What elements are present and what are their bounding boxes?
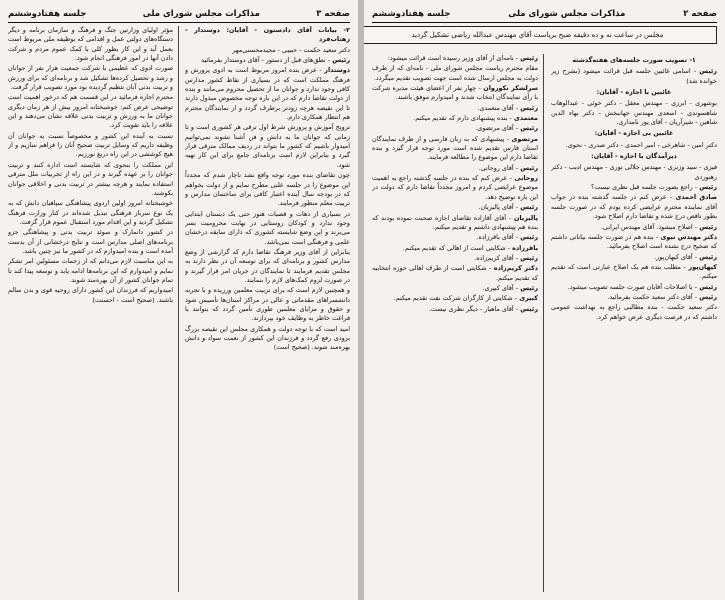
speech-text: امیدواریم که فرزندان این کشور دارای روحیه قوی و بدن سالم باشند. (صحیح است - احسنت) [8,286,173,304]
right-page-journal-title: مذاکرات مجلس شورای ملی [508,9,626,19]
speaker-name: رئیس [518,54,538,62]
speech-paragraph [185,46,350,55]
speech-paragraph [372,294,538,303]
speech-paragraph [372,244,538,253]
speech-paragraph [551,163,717,182]
speaker-name: دکتر کریم‌زاده [491,264,538,273]
speech-paragraph [372,305,538,314]
speech-text: مقام محترم ریاست مجلس شورای ملی - نامه‌ای که از طرف دولت به مجلس ارسال شده است جهت تصویب تقدیم میگردد. [372,64,538,82]
speech-text: امید است که با توجه دولت و همکاری مجلس این نقیصه بزرگ بزودی رفع گردد و فرزندان این کشور از نعمت سواد و دانش بهره‌مند شوند. (صحیح است) [185,324,350,352]
speech-text: - اصلاح میشود. آقای مهندس ایرانی. [600,222,698,231]
right-page-running-head [372,6,717,23]
speech-paragraph [372,233,538,242]
speech-paragraph [372,64,538,83]
speech-paragraph [185,286,350,323]
speech-text: - راجع بصورت جلسه قبل نظری نیست؟ [590,183,698,192]
speech-text: - عرض بنده امروز مربوط است به ادوی پرورش و فرهنگ مملکت است که در بسیاری از نقاط کشور مدارس کافی وجود ندارد و جوانان ما از تحصیل محروم می‌مانند و بنده از دولت تقاضا دارم که در این باره توجه مخصوص مبذول دارند تا این نقیصه هرچه زودتر برطرف گردد و از نمایندگان محترم هم انتظار همکاری دارم. [185,66,350,122]
speech-paragraph [372,124,538,133]
speaker-name: پالیزبان [511,213,538,222]
speaker-name: کیهان‌پور [685,262,717,271]
left-page-column-divider [178,26,179,592]
speech-text: - آقای روحانی. [478,163,519,172]
speech-text: - آقای پالیزبان. [478,203,519,212]
speaker-name: رئیس [696,67,717,76]
speech-text: - شکایتی از کارگران شرکت نفت تقدیم میکنم. [393,294,517,303]
speech-paragraph [551,99,717,127]
speech-paragraph [185,248,350,285]
section-heading: ۱- تصویب صورت جلسه‌های هفته‌گذشته [572,56,696,64]
speaker-name: دوستدار [321,66,350,75]
speech-paragraph [551,193,717,221]
speech-paragraph [8,199,173,227]
speech-text: نسبت به آینده این کشور و مخصوصاً نسبت به جوانان آن وظیفه داریم که وسایل تربیت صحیح آنان را فراهم سازیم و از هیچ کوششی در این راه دریغ نورزیم. [8,131,173,159]
speaker-name: ۲- بیانات آقای دادستون - آقایان: دوستدار - زهتاب‌فرد [185,26,350,44]
speech-paragraph [8,64,173,92]
speech-paragraph [8,132,173,160]
left-page-column-left [8,26,173,592]
left-page-running-head [8,6,350,23]
speaker-name: رئیس [518,253,538,262]
speech-paragraph [372,254,538,263]
speech-paragraph [372,264,538,283]
section-heading: دیرآمدگان با اجازه - آقایان: [591,152,677,161]
speech-text: - آقای کبیری. [482,283,519,292]
speech-text: ترویج آموزش و پرورش شرط اول ترقی هر کشوری است و تا زمانی که جوانان ما به دانش و فن آشنا نشوند نمی‌توانیم امیدوار باشیم که کشور ما بتواند در ردیف ممالک مترقی قرار گیرد و بنابراین لازم است برنامه‌ای جامع برای این کار تهیه شود. [185,123,350,169]
speech-text: - نطق‌های قبل از دستور - آقای دوستدار بفرمائید [201,56,331,65]
speaker-name: صادق احمدی [672,193,717,202]
speech-paragraph [8,93,173,130]
speaker-name: رئیس [697,183,717,192]
left-page-journal-title: مذاکرات مجلس شورای ملی [142,9,260,19]
right-page-number: صفحه ۲ [683,9,717,19]
speech-paragraph [551,141,717,150]
speech-paragraph [185,325,350,353]
speech-paragraph [185,56,350,65]
speech-text: - آقای کیهان‌پور. [654,252,698,261]
speech-text: - آقای مرتضوی. [475,124,519,133]
section-heading: غائبین با اجازه - آقایان: [596,88,672,97]
speech-text: فیزی - سید وزیری - مهندس جلالی نوری - مهندس ادیب - دکتر رهنوردی [551,163,717,181]
speech-text: - بنده پیشنهادی دارم که تقدیم میکنم. [413,114,512,123]
speech-text: - عرض کنم در جلسه گذشته بنده در جواب آقای نماینده محترم عرایضی کرده بودم که در صورت جلسه بطور ناقص درج شده و تقاضا دارم اصلاح شود. [551,193,717,221]
speech-paragraph [372,214,538,233]
speaker-name: رئیس [518,103,538,112]
speech-paragraph [372,284,538,293]
speech-text: به این مناسبت لازم می‌دانم که از زحمات مسئولین امر تشکر نمایم و امیدوارم که این برنامه‌ها ادامه یابد و توسعه پیدا کند تا تمام جوانان کشور از آن بهره‌مند شوند. [8,257,173,284]
speech-paragraph [551,183,717,192]
speaker-name: معتمدی [511,114,538,123]
speech-paragraph [8,257,173,285]
speech-text: دکتر سعید حکمت - بنده مطالبی راجع به بهداشت عمومی داشتم که در فرصت دیگری عرض خواهم کرد. [551,303,717,321]
speech-text: چون تقاضای بنده مورد توجه واقع نشد ناچار شدم که مجدداً این موضوع را در جلسه علنی مطرح نمایم و از دولت بخواهم که در بودجه سال آینده اعتبار کافی برای ساختمان مدارس و تربیت معلم منظور فرمایند. [185,171,350,208]
speech-text: این مملکت را بنحوی که شایسته است اداره کنند و تربیت جوانان را بر عهده گیرند و در این راه از تجربیات ملل مترقی استفاده نمایند و هرچه بیشتر در تربیت بدنی و اخلاقی جوانان بکوشند. [8,160,173,197]
speech-paragraph [551,293,717,302]
speaker-name: رئیس [697,282,717,291]
speech-paragraph [551,253,717,262]
speaker-name: رئیس [518,124,538,133]
speech-text: دکتر امین - شاهرخی - امیر احمدی - دکتر صدری - نحوی. [565,140,717,149]
speech-text: - اسامی غائبین جلسه قبل قرائت میشود (بشرح زیر خوانده شد) [551,67,717,85]
speech-paragraph [372,174,538,202]
speaker-name: سرلشکر نکوروان [480,84,538,93]
speaker-name: رئیس [330,56,350,65]
speech-paragraph [551,67,717,86]
speech-text: - آقای متعمدی. [477,103,519,112]
speaker-name: رئیس [518,304,538,313]
speech-text: مؤثر اولیای وزارتین جنگ و فرهنگ و سازمان برنامه و دیگر دستگاه‌های دولتی عمل و اقدامی که بوظیفه ملی مربوط است بعمل آید و این کار بطور کلی با کمک عموم مردم و شرکت دادن آنها در امور فرهنگی انجام شود. [8,26,173,63]
speech-paragraph [551,223,717,232]
speaker-name: رئیس [697,252,717,261]
speech-text: بوشهری - ابرزی - مهندس معقل - دکتر خوئی - عبدالوهاب شاهسوندی - اسعدی مهندس جهانبخش - دکتر بهاء الدین شاهین - شیرآریان - آقای پور نامداری. [551,99,717,127]
speech-paragraph [8,26,173,63]
speech-paragraph [551,283,717,292]
speech-paragraph [185,123,350,170]
right-page-column-divider [543,54,544,592]
speaker-name: رئیس [518,283,538,292]
speech-text: - با اصلاحات آقایان صورت جلسه تصویب میشود. [567,282,698,291]
speech-paragraph [372,84,538,103]
speech-text: و همچنین لازم است که برای تربیت معلمین ورزیده و با تجربه دانشسراهای مقدماتی و عالی در مراکز استان‌ها تأسیس شود و حقوق و مزایای معلمین طوری تأمین گردد که بتوانند با فراغت خاطر به وظایف خود بپردازند. [185,286,350,323]
section-heading: غائبین بی اجازه - آقایان: [594,129,674,138]
speech-text: - آقای دکتر سعید حکمت بفرمائید. [607,292,698,301]
left-page [0,0,358,600]
speech-paragraph [185,210,350,247]
speech-paragraph [372,54,538,63]
speech-paragraph [372,203,538,212]
speech-paragraph [551,233,717,252]
speech-paragraph [185,171,350,208]
speech-text: بنابراین از آقای وزیر فرهنگ تقاضا دارم که گزارشی از وضع مدارس کشور و برنامه‌ای که برای توسعه آن در نظر دارند به مجلس تقدیم فرمایند تا نمایندگان در جریان امر قرار گیرند و در صورت لزوم کمک‌های لازم را بنمایند. [185,247,350,284]
speaker-name: رئیس [518,203,538,212]
speech-paragraph [372,104,538,113]
speaker-name: مرتضوی [508,134,538,143]
speaker-name: رئیس [697,292,717,301]
speech-text: - مطلب بنده هم یک اصلاح عبارتی است که تقدیم میکنم. [551,262,717,281]
speech-text: در کشور دانمارک و سوئد تربیت بدنی و پیشاهنگی جزو برنامه‌های اصلی مدارس است و نتایج درخشانی از آن بدست آمده است و بنده امیدوارم که در کشور ما نیز چنین باشد. [8,228,173,255]
speech-text: - آقای باقرزاده. [476,233,519,242]
speech-paragraph [8,286,173,305]
speech-text: - شکایتی است از طرف اهالی حوزه انتخابیه که تقدیم میکنم. [372,264,538,282]
speech-text: - آقای آقازاده تقاضای اجازه صحبت نموده بودند که بنده هم پیشنهادی داشتم و تقدیم میکنم. [372,213,538,231]
speech-text: - پیشنهادی که به زبان فارسی و از طرف نمایندگان استان فارس تقدیم شده است مورد توجه قرار گیرد و بنده تقاضا دارم این موضوع را مطالعه فرمایند. [372,134,538,162]
speech-paragraph [185,66,350,122]
speech-text: - بنده هم در صورت جلسه بیاناتی داشتم که صحیح درج نشده است اصلاح بفرمائید. [551,232,717,251]
speech-text: - آقای ماهیار - دیگر نظری نیست. [428,304,519,313]
speech-text: در بسیاری از دهات و قصبات هنوز حتی یک دبستان ابتدایی وجود ندارد و کودکان روستایی در نهایت محرومیت بسر می‌برند و این وضع شایسته کشوری که دارای سابقه درخشان علمی و فرهنگی است نمی‌باشد. [185,209,350,246]
speech-paragraph [8,161,173,198]
speaker-name: باقرزاده [509,243,538,252]
speech-text: دکتر سعید حکمت - حبیبی - مجیدمحسنی‌مهر [232,45,350,54]
speech-paragraph [8,228,173,256]
left-page-session: جلسه هفتادوششم [8,9,87,19]
speech-text: خوشبختانه امروز اولین اردوی پیشاهنگی سپاهیان دانش که به یک نوع سرباز فرهنگی تبدیل شده‌اند در کنار وزارت فرهنگ تشکیل گردید و این اقدام مورد استقبال عموم قرار گرفت. [8,199,173,226]
speech-paragraph [185,26,350,45]
speech-text: محترم اجازه فرمائید در این قسمت هم که درخور اهمیت است توضیحی عرض کنم: خوشبختانه امروز بیش از هر زمان دیگری جوانان ما به ورزش و تربیت بدنی علاقه نشان می‌دهند و این علاقه را باید تقویت کرد. [8,93,173,130]
speaker-name: رئیس [518,163,538,172]
speaker-name: رئیس [518,233,538,242]
speech-paragraph [372,114,538,123]
speaker-name: دکتر مهندس نبوی [658,232,717,241]
speech-text: - چهار نفر از اعضای هیئت مدیره شرکت با رأی نمایندگان انتخاب شدند و امیدوارم موفق باشند. [372,84,538,102]
speaker-name: کبیری [517,294,538,303]
speaker-name: رئیس [697,222,717,231]
speech-text: - عرض کنم که بنده در جلسه گذشته راجع به اهمیت موضوع عرایضی کردم و امروز مجدداً تقاضا دارم که دولت در این باره توضیح دهد. [372,174,538,201]
left-page-number: صفحه ۳ [316,9,350,19]
speech-text: - شکایتی است از اهالی که تقدیم میکنم. [402,243,510,252]
speaker-name: روحانی [511,174,538,183]
speech-text: - آقای کریم‌زاده. [474,253,519,262]
right-page-session: جلسه هفتادوششم [372,9,451,19]
speech-paragraph [551,303,717,322]
speech-paragraph [551,263,717,282]
speech-text: - نامه‌ای از آقای وزیر رسیده است قرائت میشود: [387,54,519,62]
right-page-column-right [551,54,717,592]
speech-paragraph [372,135,538,163]
left-page-column-right [185,26,350,592]
session-opening-notice: مجلس در ساعت نه و ده دقیقه صبح بریاست آقای مهندس عبدالله ریاضی تشکیل گردید [364,26,717,44]
right-page [364,0,725,600]
speech-text: صورت ادوی که عظیمی با شرکت جمعیت هزار نفر از جوانان و رشد و تحصیل کرده‌ها تشکیل شد و برنامه‌ای که برای ورزش و تربیت بدنی آنان تنظیم گردیده بود مورد تصویب قرار گرفت. [8,64,173,92]
speech-paragraph [372,164,538,173]
right-page-column-left [372,54,538,592]
